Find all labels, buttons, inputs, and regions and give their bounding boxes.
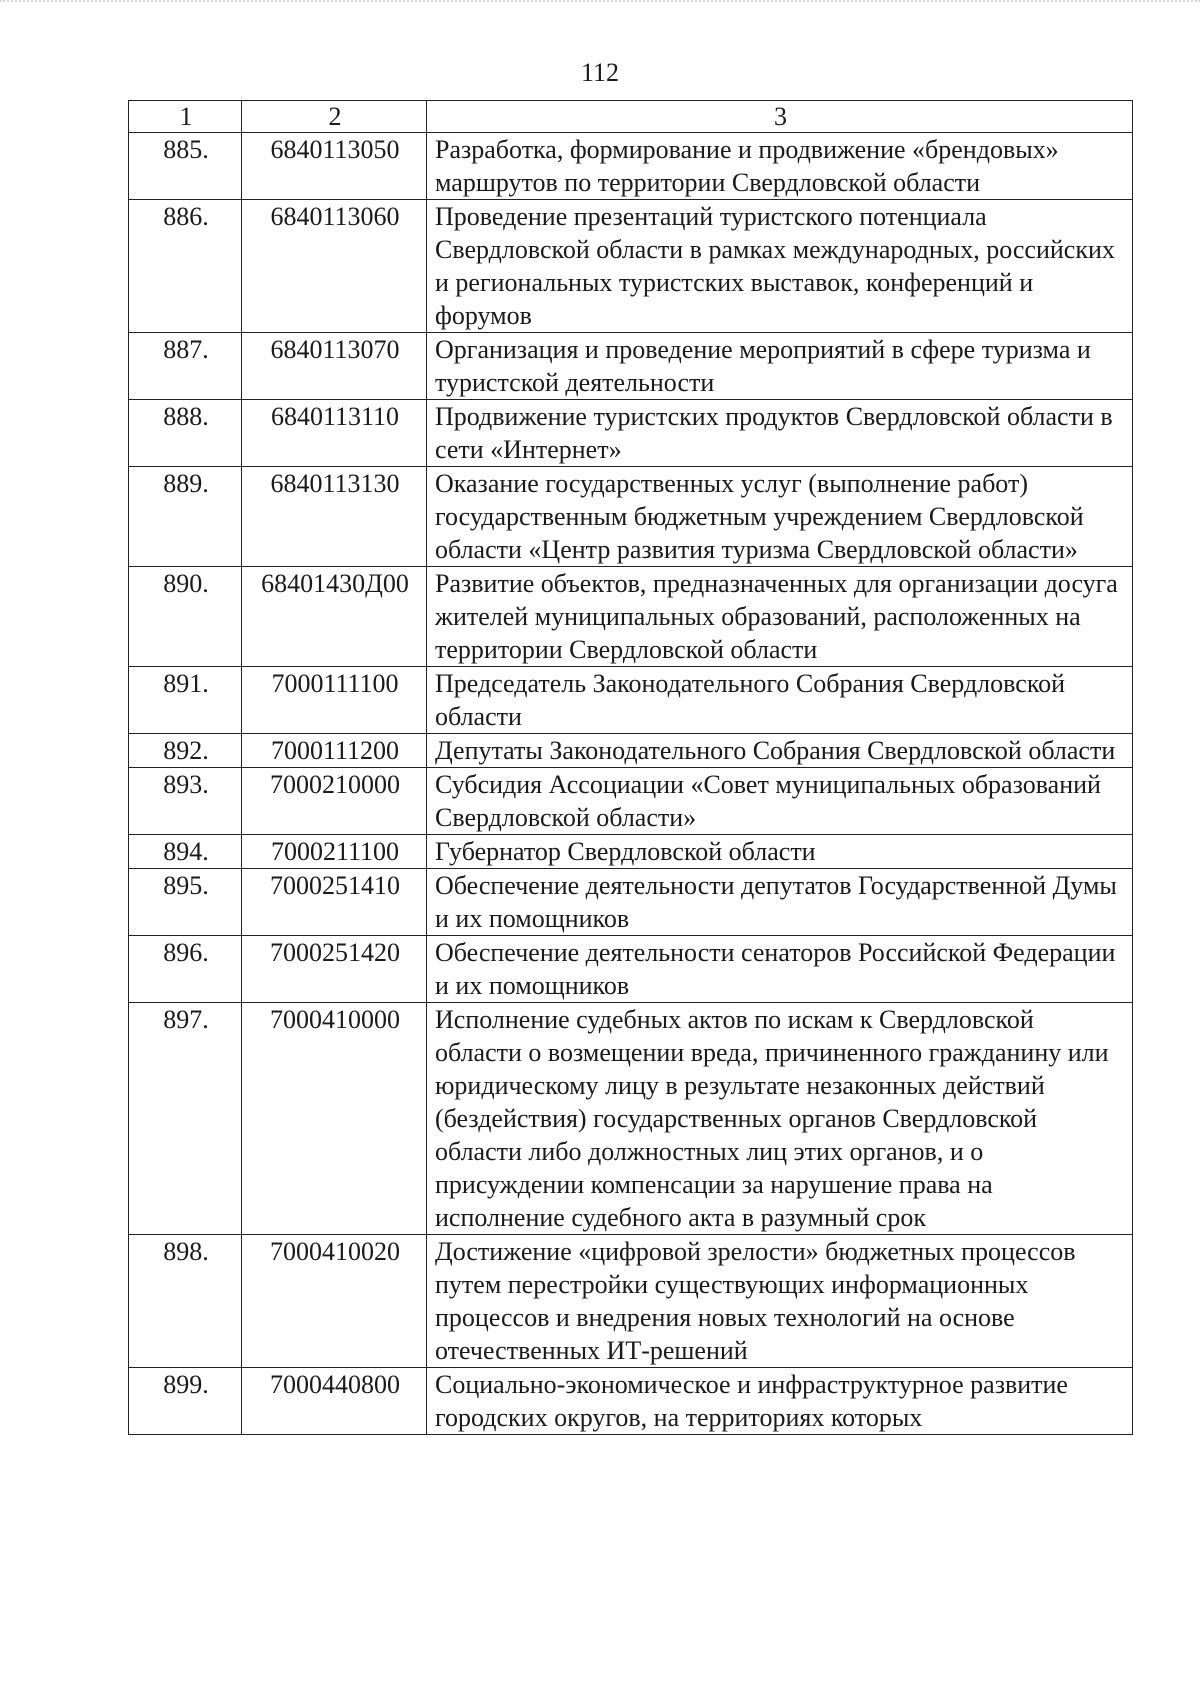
- table-row: [129, 835, 1133, 869]
- table-row: [129, 1368, 1133, 1435]
- column-header-code: 2: [242, 101, 427, 133]
- target-code-cell: 7000251420: [242, 936, 427, 1003]
- table-header-row: [129, 101, 1133, 133]
- row-number-cell: 890.: [129, 567, 242, 667]
- page-number: 112: [580, 58, 620, 87]
- target-code-cell: 7000210000: [242, 768, 427, 835]
- row-number-cell: 897.: [129, 1003, 242, 1235]
- target-code-cell: 7000410000: [242, 1003, 427, 1235]
- target-code-cell: 7000111200: [242, 734, 427, 768]
- scan-edge-dots: [0, 0, 1200, 16]
- description-cell: Разработка, формирование и продвижение «брендовых» маршрутов по территории Свердловской области: [427, 133, 1133, 200]
- table-row: [129, 400, 1133, 467]
- target-code-cell: 7000440800: [242, 1368, 427, 1435]
- table-row: [129, 333, 1133, 400]
- table-body: [129, 133, 1133, 1435]
- target-code-cell: 7000211100: [242, 835, 427, 869]
- table-row: [129, 133, 1133, 200]
- table-row: [129, 200, 1133, 333]
- description-cell: Обеспечение деятельности сенаторов Российской Федерации и их помощников: [427, 936, 1133, 1003]
- description-cell: Исполнение судебных актов по искам к Свердловской области о возмещении вреда, причиненного гражданину или юридическому лицу в результате незаконных действий (бездействия) государственных органов Свердловской области либо должностных лиц этих органов, и о присуждении компенсации за нарушение права на исполнение судебного акта в разумный срок: [427, 1003, 1133, 1235]
- column-header-number: 1: [129, 101, 242, 133]
- table-row: [129, 869, 1133, 936]
- row-number-cell: 896.: [129, 936, 242, 1003]
- target-code-cell: 7000111100: [242, 667, 427, 734]
- description-cell: Организация и проведение мероприятий в сфере туризма и туристской деятельности: [427, 333, 1133, 400]
- table-row: [129, 768, 1133, 835]
- target-code-cell: 68401430Д00: [242, 567, 427, 667]
- description-cell: Развитие объектов, предназначенных для организации досуга жителей муниципальных образований, расположенных на территории Свердловской области: [427, 567, 1133, 667]
- column-header-description: 3: [427, 101, 1133, 133]
- description-cell: Депутаты Законодательного Собрания Свердловской области: [427, 734, 1133, 768]
- row-number-cell: 894.: [129, 835, 242, 869]
- description-cell: Социально-экономическое и инфраструктурное развитие городских округов, на территориях которых: [427, 1368, 1133, 1435]
- table-row: [129, 1003, 1133, 1235]
- row-number-cell: 887.: [129, 333, 242, 400]
- table-row: [129, 734, 1133, 768]
- target-code-cell: 6840113070: [242, 333, 427, 400]
- target-code-cell: 6840113110: [242, 400, 427, 467]
- target-code-cell: 6840113050: [242, 133, 427, 200]
- row-number-cell: 888.: [129, 400, 242, 467]
- row-number-cell: 886.: [129, 200, 242, 333]
- target-code-cell: 7000251410: [242, 869, 427, 936]
- description-cell: Губернатор Свердловской области: [427, 835, 1133, 869]
- table-row: [129, 1235, 1133, 1368]
- row-number-cell: 889.: [129, 467, 242, 567]
- target-code-cell: 7000410020: [242, 1235, 427, 1368]
- row-number-cell: 895.: [129, 869, 242, 936]
- classification-table: [128, 100, 1133, 1435]
- description-cell: Проведение презентаций туристского потенциала Свердловской области в рамках международных, российских и региональных туристских выставок, конференций и форумов: [427, 200, 1133, 333]
- description-cell: Оказание государственных услуг (выполнение работ) государственным бюджетным учреждением Свердловской области «Центр развития туризма Свердловской области»: [427, 467, 1133, 567]
- target-code-cell: 6840113060: [242, 200, 427, 333]
- target-code-cell: 6840113130: [242, 467, 427, 567]
- row-number-cell: 892.: [129, 734, 242, 768]
- description-cell: Обеспечение деятельности депутатов Государственной Думы и их помощников: [427, 869, 1133, 936]
- row-number-cell: 893.: [129, 768, 242, 835]
- table-row: [129, 467, 1133, 567]
- description-cell: Достижение «цифровой зрелости» бюджетных процессов путем перестройки существующих информационных процессов и внедрения новых технологий на основе отечественных ИТ-решений: [427, 1235, 1133, 1368]
- table-row: [129, 936, 1133, 1003]
- row-number-cell: 899.: [129, 1368, 242, 1435]
- description-cell: Председатель Законодательного Собрания Свердловской области: [427, 667, 1133, 734]
- row-number-cell: 898.: [129, 1235, 242, 1368]
- description-cell: Продвижение туристских продуктов Свердловской области в сети «Интернет»: [427, 400, 1133, 467]
- description-cell: Субсидия Ассоциации «Совет муниципальных образований Свердловской области»: [427, 768, 1133, 835]
- row-number-cell: 885.: [129, 133, 242, 200]
- table-row: [129, 567, 1133, 667]
- row-number-cell: 891.: [129, 667, 242, 734]
- table-row: [129, 667, 1133, 734]
